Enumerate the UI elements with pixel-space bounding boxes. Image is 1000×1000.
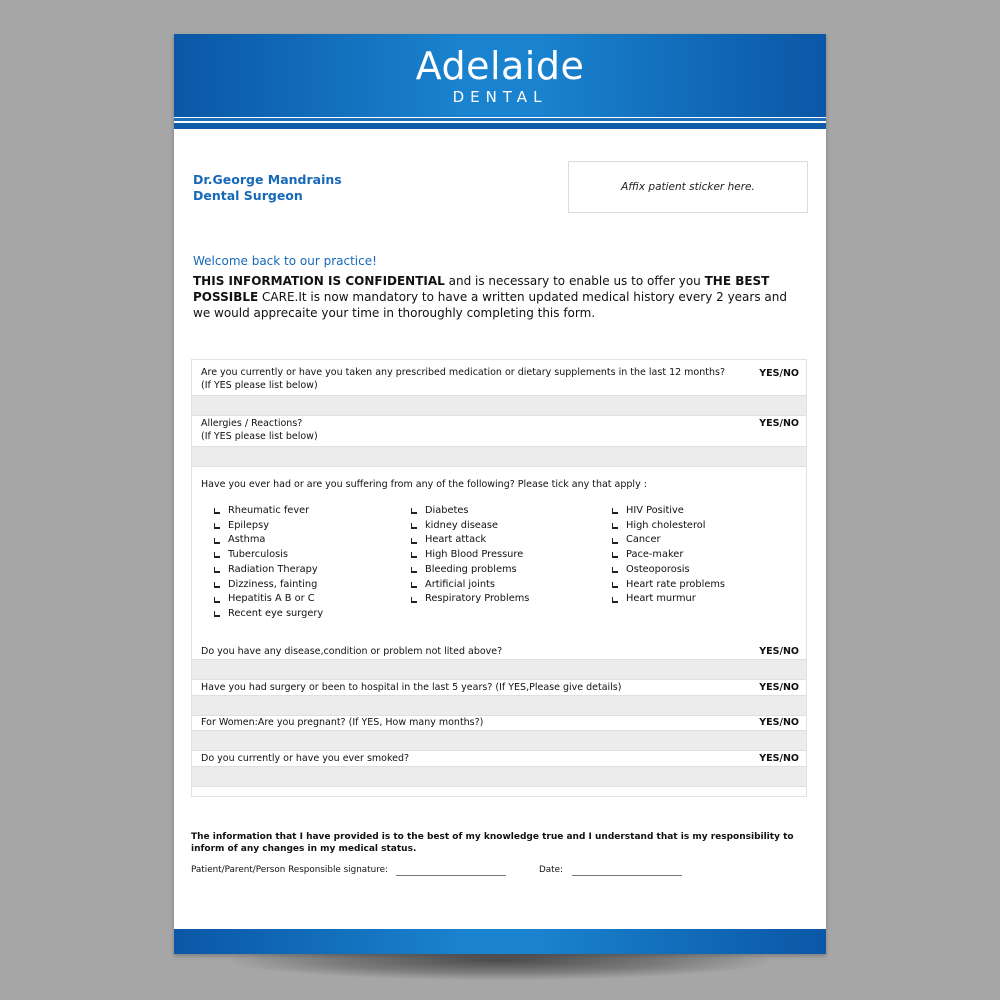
checkbox-icon[interactable] [214, 523, 220, 529]
header-banner [174, 34, 826, 117]
checkbox-icon[interactable] [411, 538, 417, 544]
checkbox-icon[interactable] [214, 567, 220, 573]
condition-item[interactable] [612, 504, 725, 519]
checkbox-icon[interactable] [214, 538, 220, 544]
welcome-text: Welcome back to our practice! [193, 254, 377, 268]
condition-item[interactable] [214, 592, 323, 607]
condition-label: Asthma [228, 534, 266, 546]
checkbox-icon[interactable] [612, 508, 618, 514]
question-surgery: Have you had surgery or been to hospital in the last 5 years? (If YES,Please give details) [201, 682, 622, 693]
brand-logo: Adelaide [415, 44, 585, 88]
condition-item[interactable] [612, 578, 725, 593]
question-allergies-note: (If YES please list below) [201, 431, 318, 442]
checkbox-icon[interactable] [214, 552, 220, 558]
question-medication-text: Are you currently or have you taken any prescribed medication or dietary supplements in the last 12 months? [201, 367, 726, 378]
medication-answer-field[interactable] [192, 395, 806, 416]
footer-banner [174, 929, 826, 954]
condition-label: Osteoporosis [626, 563, 690, 575]
checkbox-icon[interactable] [214, 508, 220, 514]
checkbox-icon[interactable] [411, 597, 417, 603]
checkbox-icon[interactable] [411, 582, 417, 588]
condition-item[interactable] [214, 607, 323, 622]
condition-label: Cancer [626, 534, 661, 546]
checkbox-icon[interactable] [612, 582, 618, 588]
condition-item[interactable] [411, 563, 529, 578]
intro-text-1: and is necessary to enable us to offer you [444, 274, 705, 288]
condition-item[interactable] [411, 548, 529, 563]
conditions-col-1 [214, 504, 323, 622]
checkbox-icon[interactable] [214, 611, 220, 617]
intro-text-2: CARE.It is now mandatory to have a written updated medical history every 2 years and we would apprecaite your time in thoroughly completing this form. [193, 290, 787, 320]
condition-label: Rheumatic fever [228, 505, 310, 516]
checkbox-icon[interactable] [214, 597, 220, 603]
condition-item[interactable] [214, 548, 323, 563]
condition-item[interactable] [411, 533, 529, 548]
condition-label: Bleeding problems [425, 563, 517, 575]
checkbox-icon[interactable] [612, 523, 618, 529]
allergies-answer-field[interactable] [192, 446, 806, 467]
condition-item[interactable] [612, 548, 725, 563]
brand-subtitle: DENTAL [452, 88, 548, 106]
question-conditions: Have you ever had or are you suffering from any of the following? Please tick any that apply : [201, 479, 647, 490]
checkbox-icon[interactable] [411, 523, 417, 529]
doctor-title: Dental Surgeon [193, 188, 303, 203]
checkbox-icon[interactable] [411, 508, 417, 514]
checkbox-icon[interactable] [612, 552, 618, 558]
other-disease-answer-field[interactable] [192, 659, 806, 680]
header-rule-thick [174, 123, 826, 129]
condition-item[interactable] [214, 578, 323, 593]
question-allergies-text: Allergies / Reactions? [201, 418, 303, 429]
condition-label: Diabetes [425, 505, 469, 516]
date-field[interactable] [572, 875, 682, 876]
smoked-answer-field[interactable] [192, 766, 806, 787]
condition-label: Artificial joints [425, 578, 496, 590]
condition-item[interactable] [612, 592, 725, 607]
condition-label: High Blood Pressure [425, 549, 524, 561]
checkbox-icon[interactable] [612, 538, 618, 544]
condition-label: HIV Positive [626, 505, 684, 516]
surgery-yes-no[interactable]: YES/NO [759, 682, 799, 693]
condition-item[interactable] [411, 578, 529, 593]
question-allergies [201, 417, 741, 443]
checkbox-icon[interactable] [612, 567, 618, 573]
conditions-col-3 [612, 504, 725, 607]
checkbox-icon[interactable] [411, 552, 417, 558]
signature-label: Patient/Parent/Person Responsible signature: [191, 865, 388, 875]
condition-label: Heart rate problems [626, 578, 726, 590]
sticker-label: Affix patient sticker here. [621, 181, 755, 193]
question-medication [201, 366, 741, 392]
condition-label: Pace-maker [626, 549, 684, 561]
condition-label: Heart murmur [626, 593, 696, 605]
declaration-text: The information that I have provided is to the best of my knowledge true and I understand that is my responsibility to inform of any changes in my medical status. [191, 832, 794, 854]
condition-item[interactable] [612, 519, 725, 534]
condition-label: kidney disease [425, 519, 498, 531]
condition-item[interactable] [214, 504, 323, 519]
intro-bold-best: THE BEST POSSIBLE [193, 274, 770, 304]
condition-label: Radiation Therapy [228, 563, 318, 575]
medication-yes-no[interactable]: YES/NO [759, 368, 799, 379]
conditions-col-2 [411, 504, 529, 607]
date-label: Date: [539, 865, 563, 875]
condition-label: Epilepsy [228, 519, 270, 531]
condition-label: Recent eye surgery [228, 607, 324, 619]
doctor-info [193, 172, 342, 204]
condition-label: Tuberculosis [228, 549, 289, 561]
condition-item[interactable] [411, 504, 529, 519]
medical-history-form [174, 34, 826, 954]
header-rule-thin [174, 118, 826, 121]
pregnant-yes-no[interactable]: YES/NO [759, 717, 799, 728]
allergies-yes-no[interactable]: YES/NO [759, 418, 799, 429]
condition-item[interactable] [411, 519, 529, 534]
question-smoked: Do you currently or have you ever smoked? [201, 753, 410, 764]
question-pregnant: For Women:Are you pregnant? (If YES, How many months?) [201, 717, 484, 728]
checkbox-icon[interactable] [612, 597, 618, 603]
condition-label: Heart attack [425, 534, 487, 546]
intro-bold-confidential: THIS INFORMATION IS CONFIDENTIAL [193, 274, 445, 288]
checkbox-icon[interactable] [411, 567, 417, 573]
signature-field[interactable] [396, 875, 506, 876]
condition-item[interactable] [411, 592, 529, 607]
questionnaire [191, 359, 807, 797]
patient-sticker-box[interactable] [568, 161, 808, 213]
surgery-answer-field[interactable] [192, 695, 806, 716]
doctor-name: Dr.George Mandrains [193, 172, 342, 187]
condition-item[interactable] [612, 563, 725, 578]
checkbox-icon[interactable] [214, 582, 220, 588]
condition-label: High cholesterol [626, 519, 706, 531]
condition-label: Dizziness, fainting [228, 578, 318, 590]
condition-label: Hepatitis A B or C [228, 593, 315, 605]
condition-item[interactable] [214, 563, 323, 578]
question-other-disease: Do you have any disease,condition or problem not lited above? [201, 646, 503, 657]
question-medication-note: (If YES please list below) [201, 380, 318, 391]
intro-paragraph [193, 273, 803, 321]
condition-item[interactable] [214, 519, 323, 534]
smoked-yes-no[interactable]: YES/NO [759, 753, 799, 764]
condition-item[interactable] [214, 533, 323, 548]
condition-label: Respiratory Problems [425, 593, 530, 605]
other-disease-yes-no[interactable]: YES/NO [759, 646, 799, 657]
pregnant-answer-field[interactable] [192, 730, 806, 751]
condition-item[interactable] [612, 533, 725, 548]
